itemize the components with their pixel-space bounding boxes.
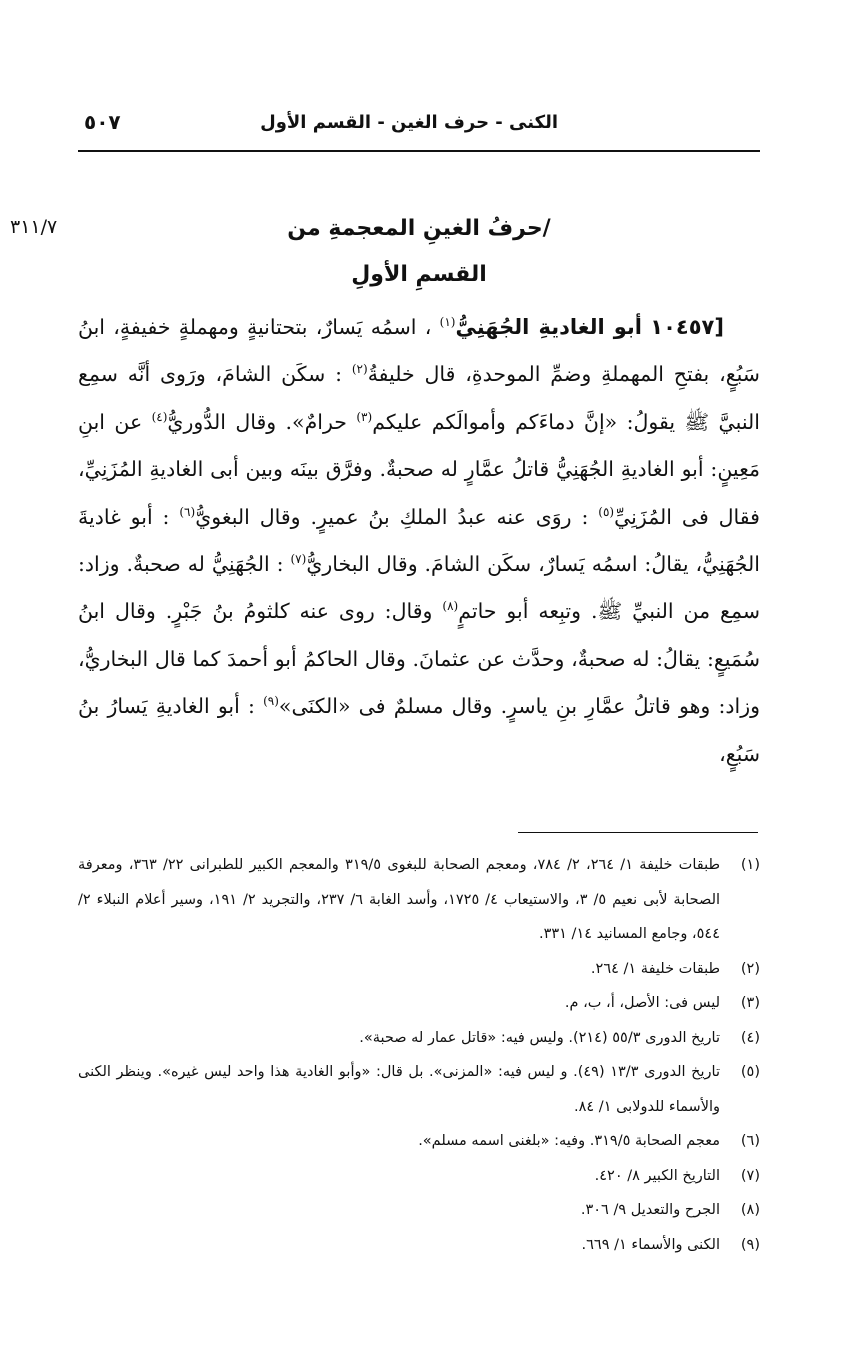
- footnote-marker: (٧): [290, 552, 307, 567]
- text-segment: حرامٌ». وقال الدُّوريُّ: [167, 409, 347, 434]
- footnote-marker: (٤): [151, 409, 168, 424]
- footnote-number: (٢): [740, 960, 760, 977]
- footnote-text: التاريخ الكبير ٨/ ٤٢٠.: [594, 1167, 720, 1184]
- footnote-marker: (٦): [179, 504, 196, 519]
- margin-reference: ٣١١/٧: [10, 216, 58, 238]
- footnote: [78, 1159, 760, 1194]
- footnote-rule: [518, 832, 758, 833]
- footnote: [78, 1228, 760, 1263]
- text-segment: : أبو الغاديةِ يَسارُ بنُ سَبُعٍ،: [78, 694, 760, 766]
- footnote-text: طبقات خليفة ١/ ٢٦٤، ٢/ ٧٨٤، ومعجم الصحابة للبغوى ٣١٩/٥ والمعجم الكبير للطبرانى ٢٢/ ٣٦٣، ومعرفة الصحابة لأبى نعيم ٥/ ٣، والاستيعاب ٤/ ١٧٢٥، وأسد الغابة ٦/ ٢٣٧، والتجريد ٢/ ١٩١، وسير أعلام النبلاء ٢/ ٥٤٤، وجامع المسانيد ١٤/ ٣٣١.: [78, 857, 721, 942]
- footnote: [78, 1021, 760, 1056]
- footnote-text: معجم الصحابة ٣١٩/٥. وفيه: «بلغنى اسمه مسلم».: [418, 1133, 720, 1149]
- text-segment: : سكَن الشامَ، ورَوى أنَّه سمِع النبيَّ ﷺ يقولُ: «إنَّ دماءَكم وأموالَكم عليكم: [78, 362, 760, 434]
- footnote: [78, 1055, 760, 1124]
- page-number: ٥٠٧: [84, 110, 121, 134]
- entry-number: [١٠٤٥٧: [650, 315, 724, 339]
- footnote-marker: (٥): [598, 504, 615, 519]
- text-segment: عن ابنِ مَعِينٍ: أبو الغاديةِ الجُهَنِيُّ قاتلُ عمَّارٍ له صحبةٌ. وفرَّق بينَه وبين أبى الغاديةِ المُزَنِيِّ، فقال فى المُزَنِيِّ: [78, 409, 760, 529]
- footnote-number: (١): [740, 857, 761, 873]
- footnote: [78, 1193, 760, 1228]
- footnote-text: الكنى والأسماء ١/ ٦٦٩.: [581, 1236, 720, 1253]
- text-segment: : أبو غاديةَ الجُهَنِيُّ، يقالُ: اسمُه يَسارٌ، سكَن الشامَ. وقال البخاريُّ: [78, 504, 760, 577]
- footnotes: [78, 848, 760, 1262]
- footnote-number: (٥): [740, 1064, 760, 1080]
- footnote: [78, 952, 760, 987]
- section-title-line-1: /حرفُ الغينِ المعجمةِ من: [287, 216, 551, 241]
- footnote-marker: (٩): [263, 694, 279, 709]
- footnote-text: الجرح والتعديل ٩/ ٣٠٦.: [580, 1202, 720, 1218]
- section-title-line-2: القسمِ الأولِ: [351, 262, 487, 287]
- entry-name: أبو الغاديةِ الجُهَنِيُّ: [455, 315, 642, 339]
- entry-body: [78, 304, 760, 778]
- footnote-text: ليس فى: الأصل، أ، ب، م.: [564, 995, 720, 1011]
- header-rule: [78, 150, 760, 152]
- footnote-marker: (١): [439, 315, 456, 330]
- footnote-text: طبقات خليفة ١/ ٢٦٤.: [590, 960, 720, 977]
- footnote: [78, 848, 760, 952]
- entry-paragraph: [78, 304, 760, 778]
- footnote: [78, 1124, 760, 1159]
- running-title: الكنى - حرف الغين - القسم الأول: [260, 112, 558, 133]
- footnote-marker: (٢): [351, 362, 368, 377]
- footnote-number: (٣): [740, 995, 760, 1011]
- footnote-marker: (٨): [442, 599, 459, 614]
- footnote-number: (٨): [740, 1202, 760, 1218]
- footnote: [78, 986, 760, 1021]
- footnote-number: (٧): [740, 1167, 760, 1184]
- footnote-number: (٦): [740, 1133, 760, 1149]
- running-header: [78, 108, 758, 142]
- footnote-text: تاريخ الدورى ١٣/٣ (٤٩). و ليس فيه: «المزنى». بل قال: «وأبو الغادية هذا واحد ليس غيره». وينظر الكنى والأسماء للدولابى ١/ ٨٤.: [78, 1064, 720, 1115]
- footnote-number: (٤): [740, 1029, 760, 1046]
- text-segment: : الجُهَنِيُّ له صحبةٌ. وزاد: سمِع من النبيِّ ﷺ. وتبِعه أبو حاتمٍ: [78, 552, 760, 624]
- text-segment: وقال: روى عنه كلثومُ بنُ جَبْرٍ. وقال ابنُ سُمَيعٍ: يقالُ: له صحبةٌ، وحدَّث عن عثمانَ. وقال الحاكمُ أبو أحمدَ كما قال البخاريُّ، وزاد: وهو قاتلُ عمَّارِ بنِ ياسرٍ. وقال مسلمٌ فى «الكنَى»: [78, 599, 760, 719]
- footnote-marker: (٣): [356, 409, 373, 424]
- text-segment: ، اسمُه يَسارٌ، بتحتانيةٍ ومهملةٍ خفيفةٍ، ابنُ سَبُعٍ، بفتحِ المهملةِ وضمِّ الموحدةِ، قال خليفةُ: [78, 315, 760, 387]
- text-segment: : روَى عنه عبدُ الملكِ بنُ عميرٍ. وقال البغويُّ: [195, 504, 589, 529]
- footnote-text: تاريخ الدورى ٥٥/٣ (٢١٤). وليس فيه: «قاتل عمار له صحبة».: [359, 1029, 720, 1046]
- footnote-number: (٩): [740, 1236, 760, 1253]
